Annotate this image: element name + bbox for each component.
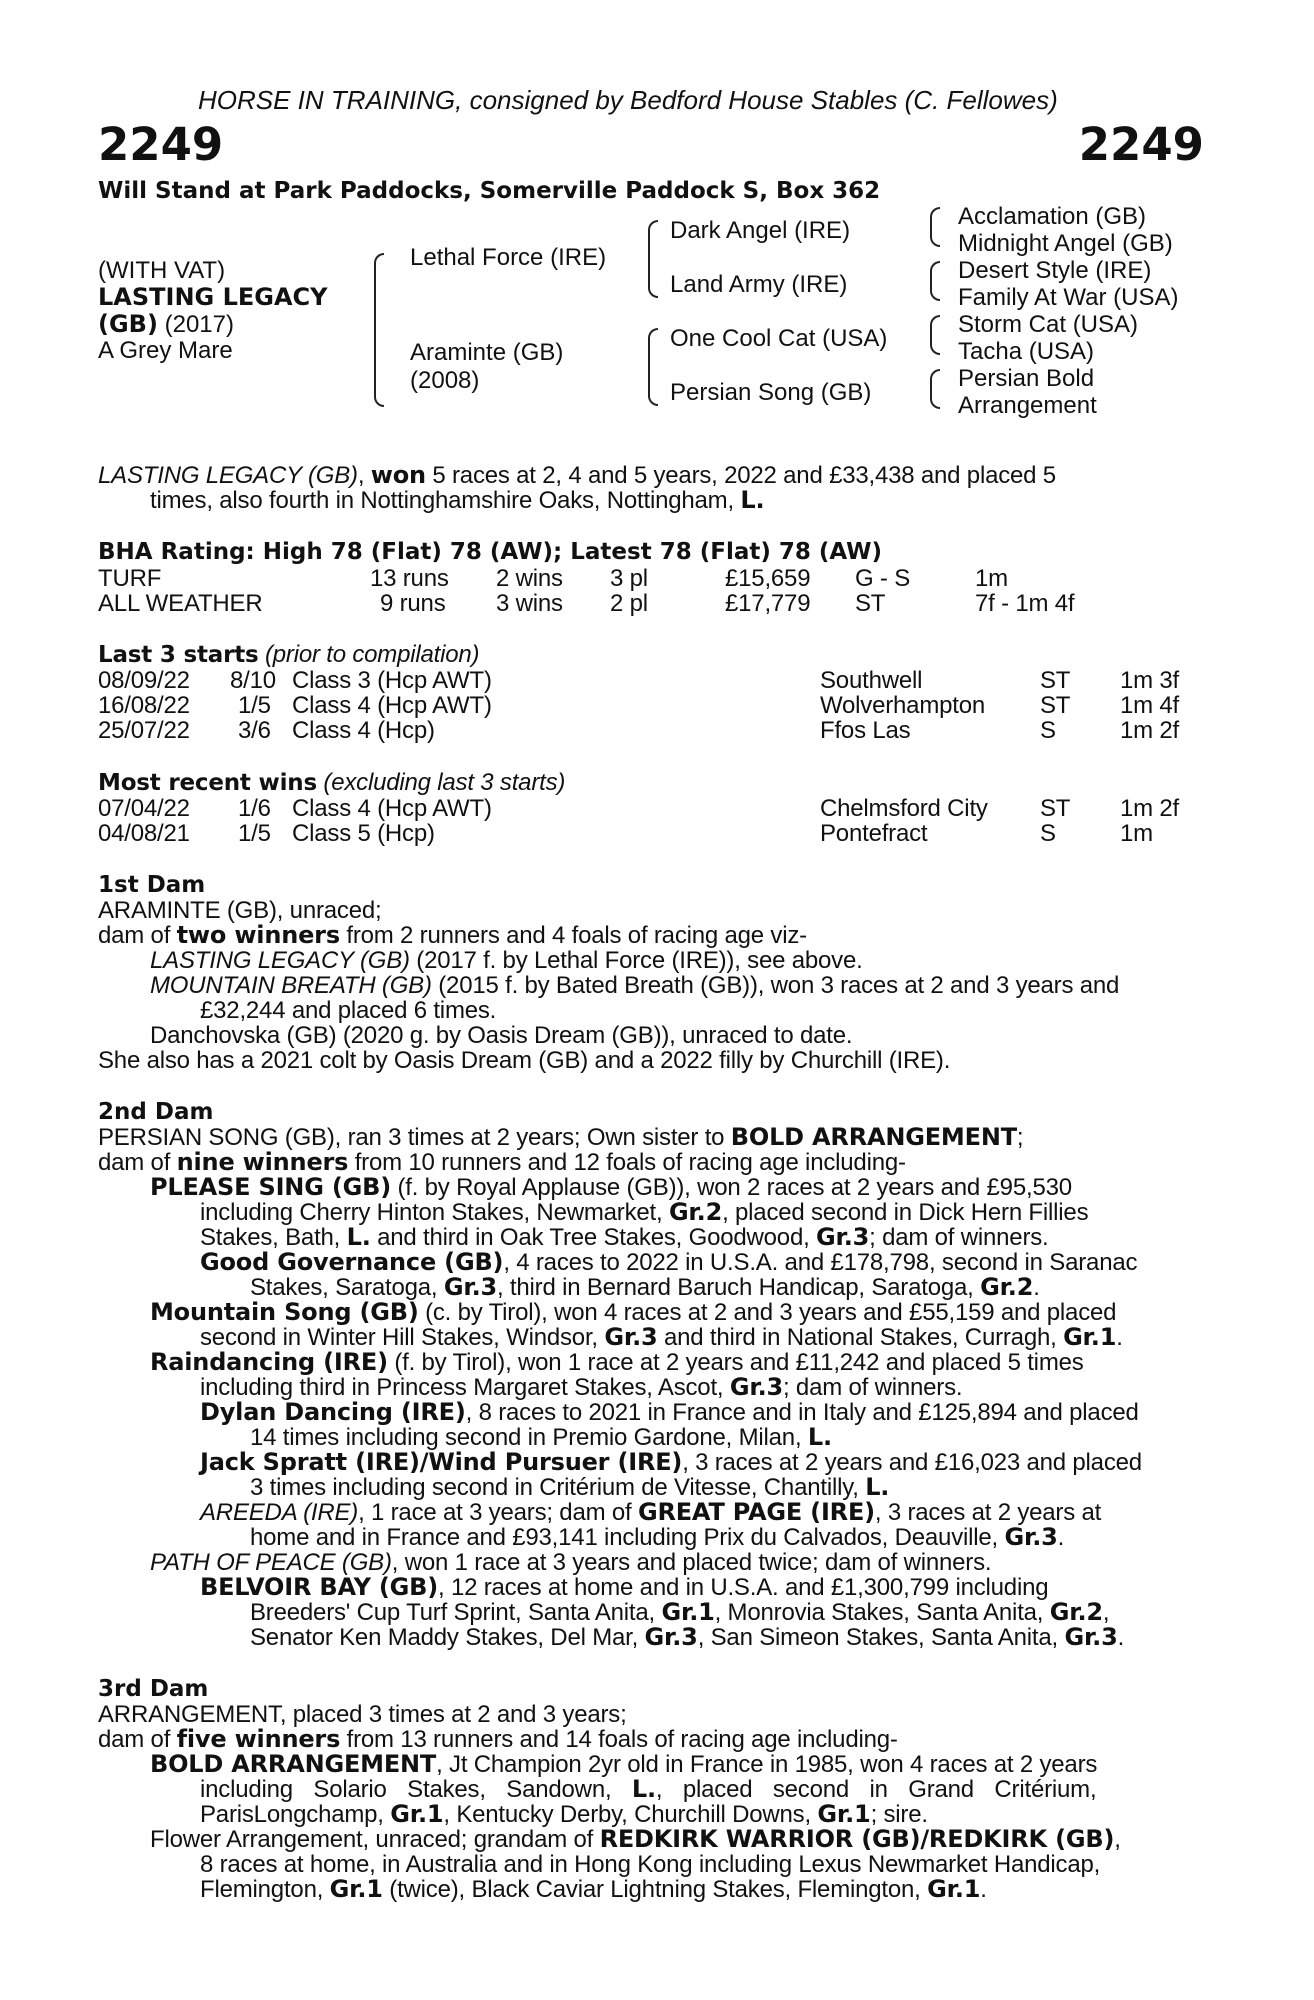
vat-label: (WITH VAT) <box>98 257 226 284</box>
finish-position: 3/6 <box>238 717 271 744</box>
third-dam-heading: 3rd Dam <box>98 1676 209 1702</box>
summary-line-2: times, also fourth in Nottinghamshire Oaks, Nottingham, L. <box>150 486 765 514</box>
first-dam-produce-line: dam of two winners from 2 runners and 4 foals of racing age viz- <box>98 921 807 949</box>
pedigree-dam-dam: Persian Song (GB) <box>670 379 872 406</box>
wins: 2 wins <box>496 565 563 592</box>
flower-arrangement-line-2: 8 races at home, in Australia and in Hong Kong including Lexus Newmarket Handicap, <box>200 1851 1101 1878</box>
produce-lasting-legacy: LASTING LEGACY (GB) (2017 f. by Lethal Force (IRE)), see above. <box>150 947 863 974</box>
distance: 1m <box>975 565 1008 592</box>
second-dam-line: PERSIAN SONG (GB), ran 3 times at 2 years; Own sister to BOLD ARRANGEMENT; <box>98 1123 1024 1151</box>
distance: 1m 4f <box>1120 692 1180 719</box>
finish-position: 1/5 <box>238 692 271 719</box>
produce-mountain-breath: MOUNTAIN BREATH (GB) (2015 f. by Bated Breath (GB)), won 3 races at 2 and 3 years and <box>150 972 1120 999</box>
dylan-dancing-line-1: Dylan Dancing (IRE), 8 races to 2021 in France and in Italy and £125,894 and placed <box>200 1398 1139 1426</box>
pedigree-g1: Acclamation (GB) <box>958 203 1147 230</box>
going: ST <box>1040 692 1071 719</box>
going: ST <box>855 590 886 617</box>
produce-mountain-breath-cont: £32,244 and placed 6 times. <box>200 997 497 1024</box>
course: Wolverhampton <box>820 692 986 719</box>
pedigree-g6: Tacha (USA) <box>958 338 1095 365</box>
horse-name: LASTING LEGACY <box>98 283 328 311</box>
good-governance-line-2: Stakes, Saratoga, Gr.3, third in Bernard Baruch Handicap, Saratoga, Gr.2. <box>250 1273 1040 1301</box>
going: ST <box>1040 667 1071 694</box>
distance: 1m <box>1120 820 1153 847</box>
distance: 7f - 1m 4f <box>975 590 1075 617</box>
dylan-dancing-line-2: 14 times including second in Premio Gardone, Milan, L. <box>250 1423 832 1451</box>
first-dam-heading: 1st Dam <box>98 872 206 898</box>
race-date: 04/08/21 <box>98 820 190 847</box>
belvoir-bay-line-3: Senator Ken Maddy Stakes, Del Mar, Gr.3, San Simeon Stakes, Santa Anita, Gr.3. <box>250 1623 1125 1651</box>
summary-line-1: LASTING LEGACY (GB), won 5 races at 2, 4 and 5 years, 2022 and £33,438 and placed 5 <box>98 461 1056 489</box>
course: Southwell <box>820 667 923 694</box>
raindancing-line-1: Raindancing (IRE) (f. by Tirol), won 1 race at 2 years and £11,242 and placed 5 times <box>150 1348 1084 1376</box>
pedigree-sire: Lethal Force (IRE) <box>410 244 607 271</box>
rating-heading: BHA Rating: High 78 (Flat) 78 (AW); Latest 78 (Flat) 78 (AW) <box>98 539 883 565</box>
path-of-peace-line: PATH OF PEACE (GB), won 1 race at 3 years and placed twice; dam of winners. <box>150 1549 992 1576</box>
please-sing-line-2: including Cherry Hinton Stakes, Newmarket, Gr.2, placed second in Dick Hern Fillies <box>200 1198 1089 1226</box>
mountain-song-line-2: second in Winter Hill Stakes, Windsor, Gr.3 and third in National Stakes, Curragh, Gr.1. <box>200 1323 1123 1351</box>
finish-position: 8/10 <box>230 667 276 694</box>
pedigree-g2: Midnight Angel (GB) <box>958 230 1173 257</box>
pedigree-g7: Persian Bold <box>958 365 1095 392</box>
finish-position: 1/5 <box>238 820 271 847</box>
bold-arrangement-line-3: ParisLongchamp, Gr.1, Kentucky Derby, Churchill Downs, Gr.1; sire. <box>200 1800 928 1828</box>
race-date: 25/07/22 <box>98 717 190 744</box>
horse-description: A Grey Mare <box>98 337 233 364</box>
finish-position: 1/6 <box>238 795 271 822</box>
second-dam-produce-line: dam of nine winners from 10 runners and 12 foals of racing age including- <box>98 1148 906 1176</box>
pedigree-g3: Desert Style (IRE) <box>958 257 1152 284</box>
bold-arrangement-line-1: BOLD ARRANGEMENT, Jt Champion 2yr old in France in 1985, won 4 races at 2 years <box>150 1750 1098 1778</box>
pedigree-g5: Storm Cat (USA) <box>958 311 1139 338</box>
pedigree-sire-sire: Dark Angel (IRE) <box>670 217 851 244</box>
brace-dam-line <box>648 328 658 406</box>
going: S <box>1040 717 1056 744</box>
pedigree-dam: Araminte (GB) <box>410 339 564 366</box>
horse-origin-year: (GB) (2017) <box>98 310 234 338</box>
distance: 1m 3f <box>1120 667 1180 694</box>
runs: 13 runs <box>370 565 449 592</box>
stand-location: Will Stand at Park Paddocks, Somerville Paddock S, Box 362 <box>98 178 881 204</box>
first-dam-also: She also has a 2021 colt by Oasis Dream (GB) and a 2022 filly by Churchill (IRE). <box>98 1047 951 1074</box>
race-date: 16/08/22 <box>98 692 190 719</box>
placed: 2 pl <box>610 590 648 617</box>
pedigree-dam-year: (2008) <box>410 367 480 394</box>
race-date: 07/04/22 <box>98 795 190 822</box>
brace-g1 <box>930 207 940 247</box>
surface: ALL WEATHER <box>98 590 263 617</box>
going: ST <box>1040 795 1071 822</box>
distance: 1m 2f <box>1120 795 1180 822</box>
brace-sire-line <box>648 220 658 298</box>
good-governance-line-1: Good Governance (GB), 4 races to 2022 in U.S.A. and £178,798, second in Saranac <box>200 1248 1138 1276</box>
recent-wins-heading: Most recent wins (excluding last 3 starts) <box>98 769 566 796</box>
going: S <box>1040 820 1056 847</box>
areeda-line-1: AREEDA (IRE), 1 race at 3 years; dam of GREAT PAGE (IRE), 3 races at 2 years at <box>200 1498 1102 1526</box>
course: Chelmsford City <box>820 795 988 822</box>
earnings: £17,779 <box>725 590 811 617</box>
second-dam-heading: 2nd Dam <box>98 1099 214 1125</box>
belvoir-bay-line-2: Breeders' Cup Turf Sprint, Santa Anita, Gr.1, Monrovia Stakes, Santa Anita, Gr.2, <box>250 1598 1110 1626</box>
areeda-line-2: home and in France and £93,141 including Prix du Calvados, Deauville, Gr.3. <box>250 1523 1065 1551</box>
please-sing-line-3: Stakes, Bath, L. and third in Oak Tree Stakes, Goodwood, Gr.3; dam of winners. <box>200 1223 1049 1251</box>
placed: 3 pl <box>610 565 648 592</box>
pedigree-dam-sire: One Cool Cat (USA) <box>670 325 888 352</box>
lot-number-right: 2249 <box>1078 118 1204 171</box>
pedigree-g8: Arrangement <box>958 392 1097 419</box>
runs: 9 runs <box>380 590 446 617</box>
jack-spratt-line-2: 3 times including second in Critérium de Vitesse, Chantilly, L. <box>250 1473 890 1501</box>
produce-danchovska: Danchovska (GB) (2020 g. by Oasis Dream (GB)), unraced to date. <box>150 1022 853 1049</box>
going: G - S <box>855 565 911 592</box>
brace-g4 <box>930 369 940 409</box>
mountain-song-line-1: Mountain Song (GB) (c. by Tirol), won 4 races at 2 and 3 years and £55,159 and placed <box>150 1298 1117 1326</box>
race-date: 08/09/22 <box>98 667 190 694</box>
third-dam-line: ARRANGEMENT, placed 3 times at 2 and 3 years; <box>98 1701 627 1728</box>
belvoir-bay-line-1: BELVOIR BAY (GB), 12 races at home and in U.S.A. and £1,300,799 including <box>200 1573 1049 1601</box>
surface: TURF <box>98 565 162 592</box>
pedigree-sire-dam: Land Army (IRE) <box>670 271 848 298</box>
raindancing-line-2: including third in Princess Margaret Stakes, Ascot, Gr.3; dam of winners. <box>200 1373 963 1401</box>
race-class: Class 4 (Hcp AWT) <box>292 795 492 822</box>
course: Ffos Las <box>820 717 911 744</box>
consignment-line: HORSE IN TRAINING, consigned by Bedford House Stables (C. Fellowes) <box>198 85 1058 115</box>
first-dam-line: ARAMINTE (GB), unraced; <box>98 897 382 924</box>
bold-arrangement-line-2: including Solario Stakes, Sandown, L., placed second in Grand Critérium, <box>200 1775 1097 1803</box>
distance: 1m 2f <box>1120 717 1180 744</box>
race-class: Class 3 (Hcp AWT) <box>292 667 492 694</box>
wins: 3 wins <box>496 590 563 617</box>
lot-number-left: 2249 <box>98 118 224 171</box>
last3-heading: Last 3 starts (prior to compilation) <box>98 641 480 668</box>
earnings: £15,659 <box>725 565 811 592</box>
flower-arrangement-line-3: Flemington, Gr.1 (twice), Black Caviar Lightning Stakes, Flemington, Gr.1. <box>200 1875 987 1903</box>
brace-g2 <box>930 261 940 301</box>
flower-arrangement-line-1: Flower Arrangement, unraced; grandam of REDKIRK WARRIOR (GB)/REDKIRK (GB), <box>150 1825 1121 1853</box>
please-sing-line-1: PLEASE SING (GB) (f. by Royal Applause (GB)), won 2 races at 2 years and £95,530 <box>150 1173 1072 1201</box>
race-class: Class 4 (Hcp AWT) <box>292 692 492 719</box>
jack-spratt-line-1: Jack Spratt (IRE)/Wind Pursuer (IRE), 3 races at 2 years and £16,023 and placed <box>200 1448 1142 1476</box>
brace-parents <box>374 253 384 407</box>
brace-g3 <box>930 315 940 355</box>
pedigree-g4: Family At War (USA) <box>958 284 1179 311</box>
race-class: Class 5 (Hcp) <box>292 820 435 847</box>
third-dam-produce-line: dam of five winners from 13 runners and 14 foals of racing age including- <box>98 1725 898 1753</box>
course: Pontefract <box>820 820 928 847</box>
race-class: Class 4 (Hcp) <box>292 717 435 744</box>
